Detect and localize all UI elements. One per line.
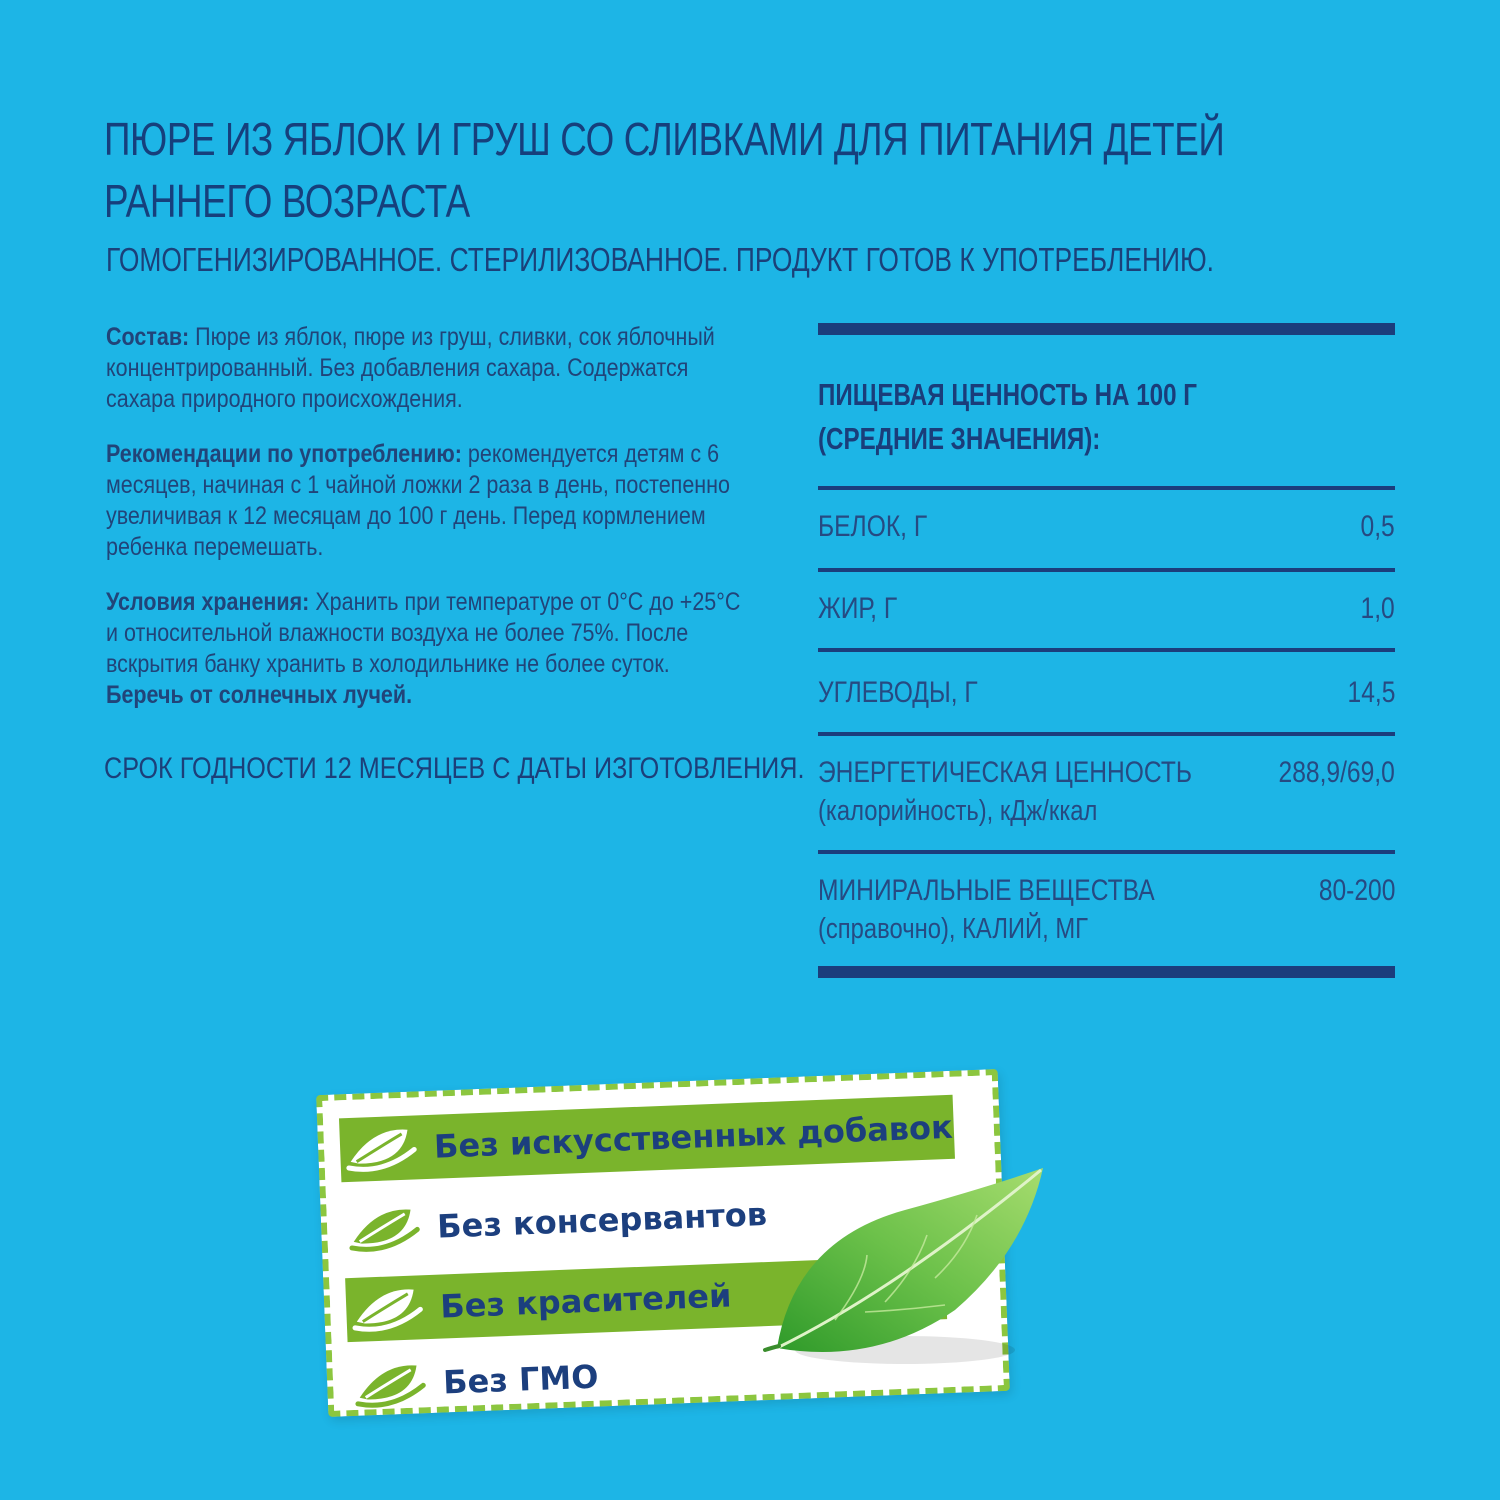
product-info — [106, 322, 796, 733]
product-subtitle: ГОМОГЕНИЗИРОВАННОЕ. СТЕРИЛИЗОВАННОЕ. ПРОДУКТ ГОТОВ К УПОТРЕБЛЕНИЮ. — [106, 241, 1215, 278]
leaf-icon — [346, 1199, 424, 1258]
nutrition-row-carbs — [818, 652, 1395, 732]
nutrition-sublabel: (справочно), КАЛИЙ, МГ — [818, 913, 1089, 945]
recommendations-paragraph — [106, 439, 796, 563]
leaf-icon — [349, 1279, 427, 1338]
nutrition-top-rule — [818, 323, 1395, 335]
product-title-line-2: РАННЕГО ВОЗРАСТА — [104, 175, 470, 227]
recommendations-text-1: рекомендуется детям с 6 — [461, 440, 720, 468]
nutrition-label: БЕЛОК, Г — [818, 510, 928, 543]
composition-label: Состав: — [106, 323, 190, 351]
recommendations-line-4: ребенка перемешать. — [106, 533, 324, 561]
nutrition-row-fat — [818, 572, 1395, 648]
leaf-icon — [352, 1355, 430, 1414]
nutrition-label: МИНИРАЛЬНЫЕ ВЕЩЕСТВА — [818, 874, 1155, 907]
nutrition-heading-line-1: ПИЩЕВАЯ ЦЕННОСТЬ НА 100 Г — [818, 377, 1198, 412]
storage-line-2: и относительной влажности воздуха не более 75%. После — [106, 619, 689, 647]
nutrition-label: ЖИР, Г — [818, 592, 898, 625]
nutrition-heading-line-2: (СРЕДНИЕ ЗНАЧЕНИЯ): — [818, 421, 1101, 456]
composition-text-1: Пюре из яблок, пюре из груш, сливки, сок яблочный — [189, 323, 715, 351]
recommendations-line-1 — [106, 439, 720, 470]
product-title-line-1: ПЮРЕ ИЗ ЯБЛОК И ГРУШ СО СЛИВКАМИ ДЛЯ ПИТАНИЯ ДЕТЕЙ — [104, 113, 1225, 165]
green-leaf-icon — [755, 1160, 1055, 1380]
composition-line-1 — [106, 322, 715, 353]
nutrition-row-protein — [818, 490, 1395, 568]
recommendations-line-2: месяцев, начиная с 1 чайной ложки 2 раза в день, постепенно — [106, 471, 730, 499]
shelf-life: СРОК ГОДНОСТИ 12 МЕСЯЦЕВ С ДАТЫ ИЗГОТОВЛЕНИЯ. — [104, 752, 805, 785]
nutrition-value: 80-200 — [1318, 874, 1395, 907]
nutrition-value: 288,9/69,0 — [1278, 756, 1395, 789]
composition-line-2: концентрированный. Без добавления сахара. Содержатся — [106, 354, 689, 382]
recommendations-line-3: увеличивая к 12 месяцам до 100 г день. Перед кормлением — [106, 502, 706, 530]
badge-item-text: Без консервантов — [436, 1195, 768, 1246]
storage-paragraph — [106, 587, 796, 711]
storage-line-1 — [106, 587, 741, 618]
leaf-icon — [343, 1119, 421, 1178]
badge-item-text: Без ГМО — [442, 1357, 600, 1402]
badge-item-text: Без искусственных добавок — [433, 1107, 954, 1166]
badge-item-text: Без красителей — [439, 1276, 733, 1326]
nutrition-label: УГЛЕВОДЫ, Г — [818, 676, 978, 709]
product-title — [104, 108, 1500, 232]
nutrition-row-minerals — [818, 854, 1395, 966]
recommendations-label: Рекомендации по употреблению: — [106, 440, 462, 468]
nutrition-bottom-rule — [818, 966, 1395, 978]
nutrition-row-energy — [818, 736, 1395, 850]
nutrition-value: 1,0 — [1360, 592, 1395, 625]
nutrition-value: 0,5 — [1360, 510, 1395, 543]
composition-line-3: сахара природного происхождения. — [106, 385, 463, 413]
nutrition-value: 14,5 — [1347, 676, 1395, 709]
nutrition-label: ЭНЕРГЕТИЧЕСКАЯ ЦЕННОСТЬ — [818, 756, 1192, 789]
nutrition-heading — [818, 335, 1395, 486]
composition-paragraph — [106, 322, 796, 415]
storage-line-4: Беречь от солнечных лучей. — [106, 681, 413, 709]
nutrition-table — [818, 323, 1395, 978]
storage-text-1: Хранить при температуре от 0°С до +25°С — [309, 588, 741, 616]
storage-label: Условия хранения: — [106, 588, 310, 616]
storage-line-3: вскрытия банку хранить в холодильнике не более суток. — [106, 650, 670, 678]
nutrition-sublabel: (калорийность), кДж/ккал — [818, 795, 1098, 827]
